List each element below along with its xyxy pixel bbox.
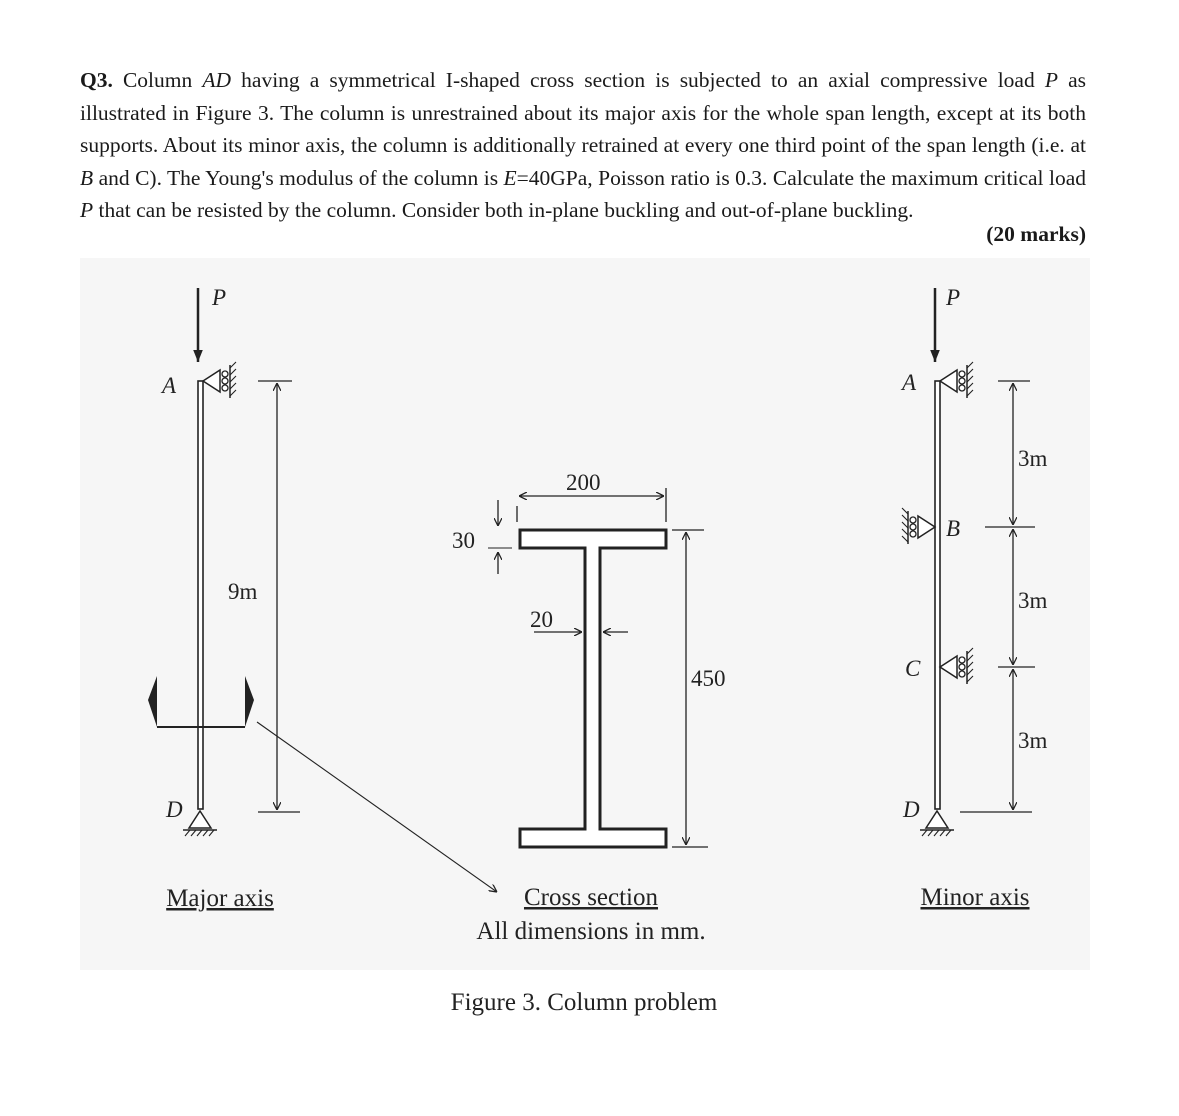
flange-thickness-label: 30 <box>452 528 475 553</box>
load-label: P <box>946 285 961 310</box>
column <box>198 381 203 809</box>
column <box>935 381 940 809</box>
question-part: and C). The Young's modulus of the column is <box>93 165 504 190</box>
minor-axis-caption: Minor axis <box>920 884 1030 911</box>
figure-title: Figure 3. Column problem <box>450 989 718 1016</box>
question-part: that can be resisted by the column. Consider both in-plane buckling and out-of-plane buckling. <box>93 198 914 222</box>
dimensions-note: All dimensions in mm. <box>476 918 706 945</box>
label-c: C <box>905 656 921 681</box>
length-label: 9m <box>228 579 258 604</box>
cross-section-caption: Cross section <box>523 884 659 911</box>
question-number: Q3. <box>80 68 113 92</box>
column-name: AD <box>202 68 232 92</box>
segment-1-label: 3m <box>1018 446 1048 471</box>
load-symbol: P <box>1044 68 1058 92</box>
point-b-symbol: B <box>80 165 94 190</box>
question-part: Column <box>112 68 203 92</box>
web-thickness-label: 20 <box>530 607 553 632</box>
major-axis-caption: Major axis <box>166 885 274 912</box>
question-part: having a symmetrical I-shaped cross section is subjected to an axial compressive load <box>231 68 1045 92</box>
load-label: P <box>212 285 227 310</box>
bottom-label: D <box>166 797 183 822</box>
question-part: =40GPa, Poisson ratio is 0.3. Calculate the maximum critical load <box>516 165 1086 190</box>
depth-label: 450 <box>691 666 726 691</box>
flange-width-label: 200 <box>566 470 601 495</box>
bottom-label: D <box>903 797 920 822</box>
top-label: A <box>162 373 177 398</box>
question-part: as illustrated in Figure 3. The column is unrestrained about its major axis for the whole span length, except at its both supports. About its minor axis, the column is additionally retrained at every one third point of the span length (i.e. at <box>80 68 1086 157</box>
marks-label: (20 marks) <box>986 222 1086 246</box>
load-symbol: P <box>80 198 94 222</box>
segment-3-label: 3m <box>1018 728 1048 753</box>
modulus-symbol: E <box>503 165 517 190</box>
segment-2-label: 3m <box>1018 588 1048 613</box>
top-label: A <box>902 370 917 395</box>
label-b: B <box>946 516 961 541</box>
